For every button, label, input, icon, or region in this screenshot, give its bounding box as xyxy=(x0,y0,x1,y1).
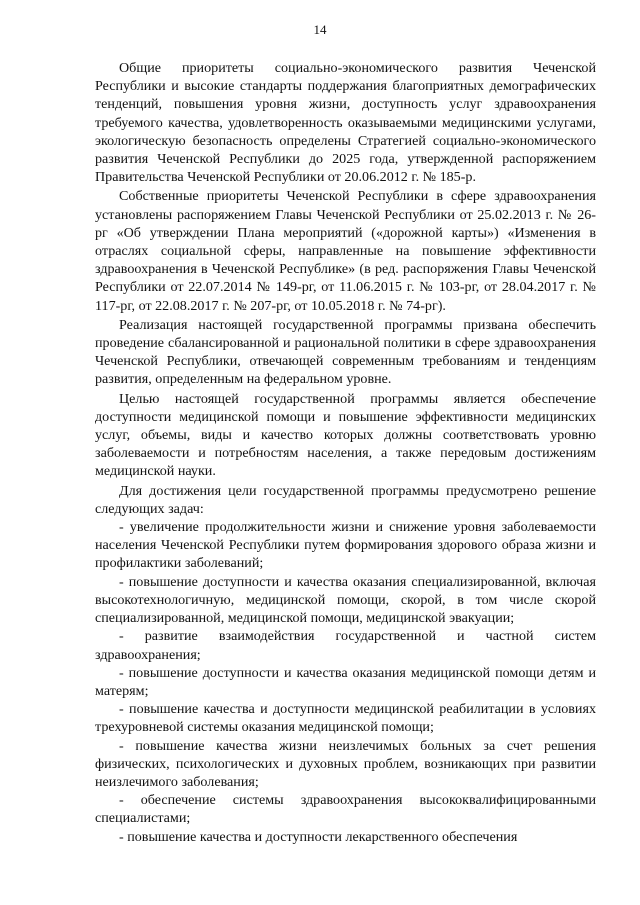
list-item-task-4: - повышение доступности и качества оказания медицинской помощи детям и матерям; xyxy=(95,664,596,699)
list-item-task-6: - повышение качества жизни неизлечимых больных за счет решения физических, психологических и духовных проблем, возникающих при развитии неизлечимого заболевания; xyxy=(95,737,596,790)
list-item-task-7: - обеспечение системы здравоохранения высококвалифицированными специалистами; xyxy=(95,792,596,827)
list-item-task-1: - увеличение продолжительности жизни и снижение уровня заболеваемости населения Чеченской Республики путем формирования здорового образа жизни и профилактики заболеваний; xyxy=(95,519,596,572)
list-item-task-2: - повышение доступности и качества оказания специализированной, включая высокотехнологичную, медицинской помощи, скорой, в том числе скорой специализированной, медицинской помощи, медицинской эвакуации; xyxy=(95,573,596,627)
list-item-task-3: - развитие взаимодействия государственной и частной систем здравоохранения; xyxy=(95,628,596,663)
paragraph-program-goal: Целью настоящей государственной программы является обеспечение доступности медицинской помощи и повышение эффективности медицинских услуг, объемы, виды и качество которых должны соответствовать уровню заболеваемости и потребностям населения, а также передовым достижениям медицинской науки. xyxy=(95,390,596,480)
paragraph-own-priorities: Собственные приоритеты Чеченской Республики в сфере здравоохранения установлены распоряжением Главы Чеченской Республики от 25.02.2013 г. № 26-рг «Об утверждении Плана мероприятий («дорожной карты») «Изменения в отраслях социальной сферы, направленные на повышение эффективности здравоохранения в Чеченской Республике» (в ред. распоряжения Главы Чеченской Республики от 22.07.2014 № 149-рг, от 11.06.2015 г. № 103-рг, от 28.04.2017 г. № 117-рг, от 22.08.2017 г. № 207-рг, от 10.05.2018 г. № 74-рг). xyxy=(95,188,596,314)
document-body xyxy=(95,59,596,846)
list-item-task-5: - повышение качества и доступности медицинской реабилитации в условиях трехуровневой системы оказания медицинской помощи; xyxy=(95,701,596,736)
paragraph-general-priorities: Общие приоритеты социально-экономического развития Чеченской Республики и высокие стандарты поддержания благоприятных демографических тенденций, повышения уровня жизни, доступность услуг здравоохранения требуемого качества, удовлетворенность оказываемыми медицинскими услугами, экологическую безопасность определены Стратегией социально-экономического развития Чеченской Республики до 2025 года, утвержденной распоряжением Правительства Чеченской Республики от 20.06.2012 г. № 185-р. xyxy=(95,60,596,186)
paragraph-tasks-intro: Для достижения цели государственной программы предусмотрено решение следующих задач: xyxy=(95,482,596,517)
page-number: 14 xyxy=(313,22,327,37)
paragraph-program-implementation: Реализация настоящей государственной программы призвана обеспечить проведение сбалансированной и рациональной политики в сфере здравоохранения Чеченской Республики, отвечающей современным требованиям и тенденциям развития, определенным на федеральном уровне. xyxy=(95,316,596,388)
list-item-task-8: - повышение качества и доступности лекарственного обеспечения xyxy=(119,828,518,845)
